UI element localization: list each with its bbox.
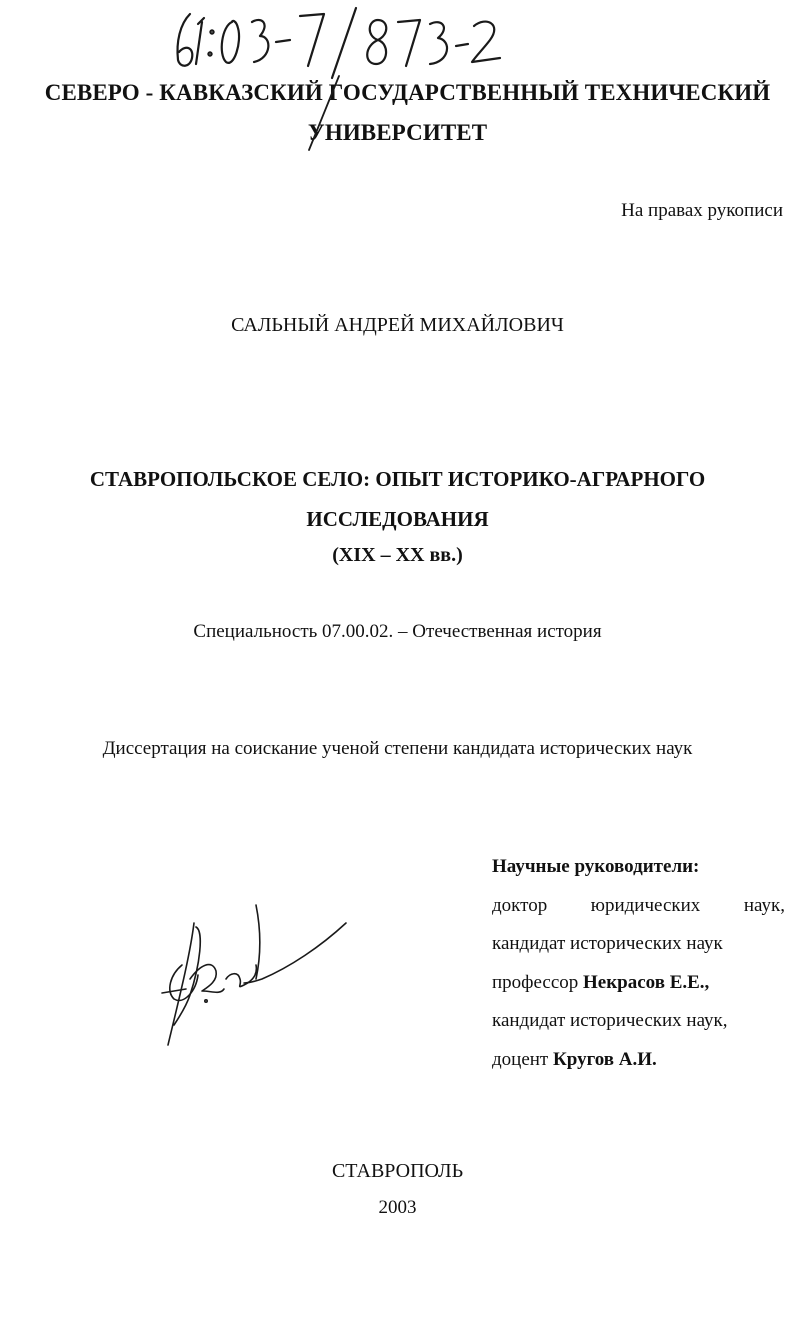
supervisor-line: кандидат исторических наук, [492,1010,728,1031]
university-name-line2: УНИВЕРСИТЕТ [307,120,488,145]
supervisor-name: Кругов А.И. [553,1048,657,1070]
handwritten-slash-mark [303,74,343,152]
supervisor-word: наук, [743,894,785,916]
supervisor-word: юридических [590,894,701,916]
thesis-title-line1: СТАВРОПОЛЬСКОЕ СЕЛО: ОПЫТ ИСТОРИКО-АГРАРНОГО [89,467,706,491]
supervisors-heading: Научные руководители: [492,856,700,877]
city: СТАВРОПОЛЬ [331,1160,464,1182]
supervisor-name: Некрасов Е.Е., [583,971,710,993]
year: 2003 [378,1197,417,1218]
author-name: САЛЬНЫЙ АНДРЕЙ МИХАЙЛОВИЧ [231,314,564,336]
supervisor-line [492,964,785,1003]
university-name-line1: СЕВЕРО - КАВКАЗСКИЙ ГОСУДАРСТВЕННЫЙ ТЕХНИЧЕСКИЙ [44,80,771,105]
rights-note: На правах рукописи [621,200,783,221]
supervisor-line: кандидат исторических наук [492,933,723,954]
dissertation-statement: Диссертация на соискание ученой степени кандидата исторических наук [102,738,693,759]
thesis-title-period: (XIX – XX вв.) [332,544,463,566]
supervisor-title: профессор [492,971,579,993]
specialty: Специальность 07.00.02. – Отечественная история [193,621,602,642]
supervisors-block [492,848,785,1079]
handwritten-archive-mark [168,2,528,82]
author-signature [160,895,355,1050]
supervisor-word: доктор [492,894,548,916]
supervisor-line [492,887,785,926]
thesis-title-line2: ИССЛЕДОВАНИЯ [306,507,489,531]
supervisor-line [492,1041,785,1080]
supervisor-title: доцент [492,1048,549,1070]
